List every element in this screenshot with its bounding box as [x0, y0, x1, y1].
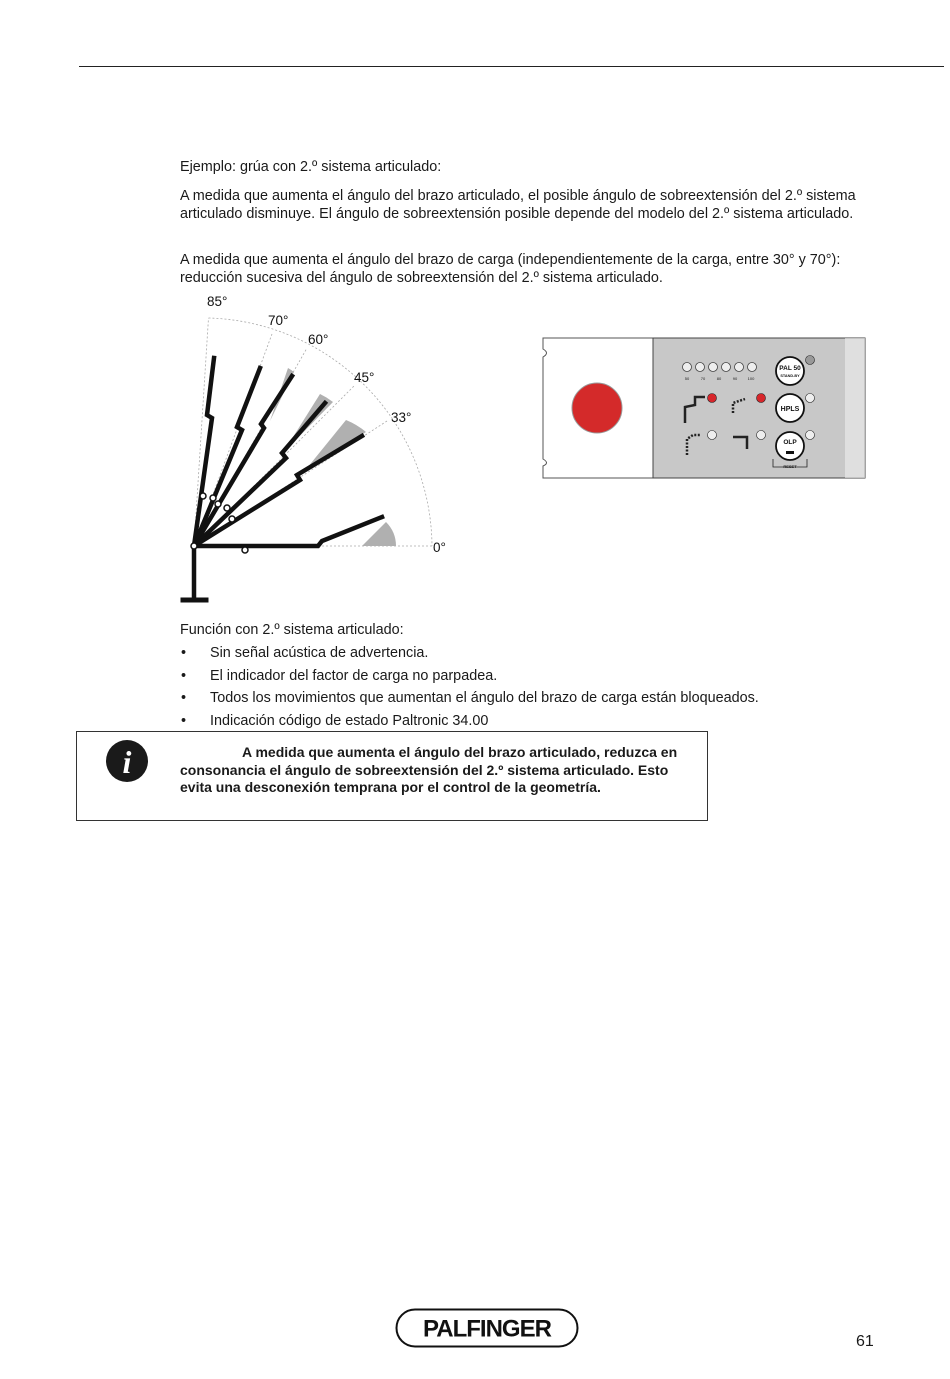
angle-label-70: 70°	[268, 313, 289, 328]
angle-label-60: 60°	[308, 332, 329, 347]
led-olp	[806, 431, 815, 440]
list-item: • Sin señal acústica de advertencia.	[181, 645, 429, 661]
led-red-1	[708, 394, 717, 403]
angle-label-85: 85°	[207, 294, 228, 309]
boom-70	[194, 368, 260, 546]
function-list	[180, 644, 759, 735]
pal-button-sublabel: STAND-BY	[780, 374, 800, 378]
info-notice	[76, 731, 708, 821]
boom-33	[194, 436, 362, 546]
pal-button-label: PAL 50	[779, 365, 801, 372]
angle-label-0: 0°	[433, 540, 446, 555]
bar-scale-80: 80	[716, 376, 722, 381]
function-title: Función con 2.º sistema articulado:	[180, 622, 404, 638]
notice-text: A medida que aumenta el ángulo del brazo articulado, reduzca en consonancia el ángulo de sobreextensión del 2.º sistema articulado. Esto evita una desconexión temprana por el control de la geometría.	[180, 744, 678, 796]
bar-scale-70: 70	[700, 376, 706, 381]
bar-scale-50: 50	[684, 376, 690, 381]
paragraph-articulated-angle: A medida que aumenta el ángulo del brazo articulado, el posible ángulo de sobreextensión del 2.º sistema articulado disminuye. El ángulo de sobreextensión posible depende del modelo del 2.º sistema articulado.	[180, 188, 856, 222]
angle-label-33: 33°	[391, 410, 412, 425]
bullet-icon: •	[181, 713, 187, 730]
svg-text:PALFINGER: PALFINGER	[423, 1315, 551, 1343]
bullet-icon: •	[181, 645, 187, 661]
example-heading: Ejemplo: grúa con 2.º sistema articulado:	[180, 159, 442, 175]
led-red-2	[757, 394, 766, 403]
list-item: • Indicación código de estado Paltronic 34.00	[181, 713, 489, 730]
svg-text:i: i	[122, 744, 132, 780]
led-off-1	[708, 431, 717, 440]
bullet-icon: •	[181, 667, 187, 684]
bullet-icon: •	[181, 690, 187, 707]
emergency-stop-button[interactable]	[572, 383, 622, 433]
reset-label: RESET	[783, 464, 797, 469]
olp-button[interactable]	[776, 432, 804, 460]
control-panel	[535, 333, 870, 483]
paragraph-load-arm-angle: A medida que aumenta el ángulo del brazo de carga (independientemente de la carga, entre 30° y 70°): reducción sucesiva del ángulo de sobreextensión del 2.º sistema articulado.	[180, 252, 841, 286]
angle-label-45: 45°	[354, 370, 375, 385]
crane-angle-diagram	[170, 288, 460, 608]
led-pal	[806, 356, 815, 365]
olp-button-label: OLP	[783, 439, 797, 446]
palfinger-logo	[395, 1308, 579, 1348]
bar-scale-100: 100	[747, 376, 755, 381]
header-rule	[79, 66, 944, 67]
bar-scale-90: 90	[732, 376, 738, 381]
hpls-button-label: HPLS	[780, 406, 800, 413]
list-item: • Todos los movimientos que aumentan el ángulo del brazo de carga están bloqueados.	[181, 690, 759, 707]
list-item: • El indicador del factor de carga no parpadea.	[181, 667, 498, 684]
info-icon	[105, 739, 149, 783]
page-number: 61	[856, 1333, 874, 1350]
led-hpls	[806, 394, 815, 403]
led-off-2	[757, 431, 766, 440]
